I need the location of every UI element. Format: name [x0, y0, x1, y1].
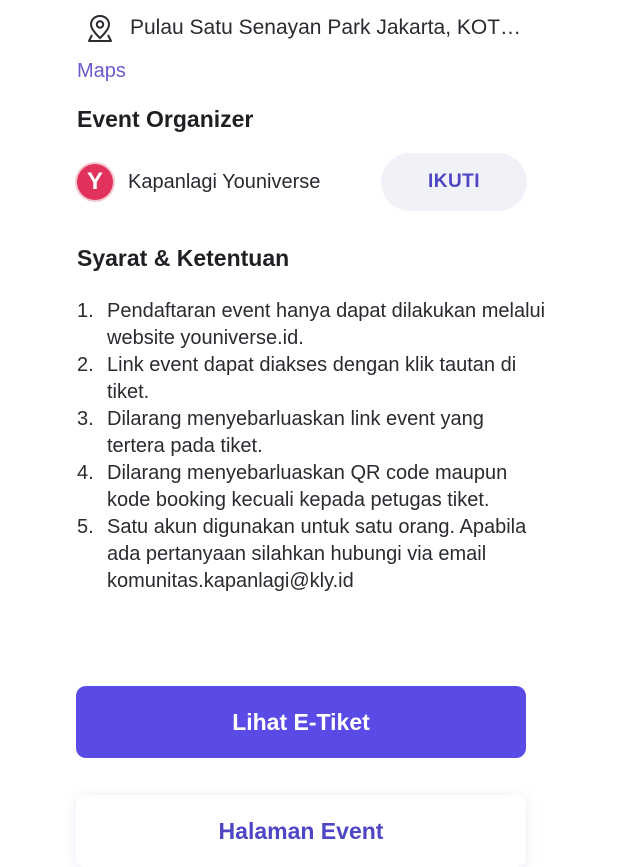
- location-row: [86, 12, 546, 44]
- term-number: 3.: [77, 408, 94, 430]
- view-eticket-button[interactable]: Lihat E-Tiket: [76, 686, 526, 758]
- maps-link[interactable]: Maps: [77, 60, 126, 82]
- term-text: Dilarang menyebarluaskan link event yang tertera pada tiket.: [107, 408, 484, 457]
- terms-section-title: Syarat & Ketentuan: [77, 245, 290, 271]
- map-pin-icon: [86, 13, 114, 43]
- organizer-row: [77, 153, 527, 211]
- term-number: 4.: [77, 462, 94, 484]
- location-address: Pulau Satu Senayan Park Jakarta, KOT…: [130, 16, 522, 39]
- term-text: Dilarang menyebarluaskan QR code maupun kode booking kecuali kepada petugas tiket.: [107, 462, 508, 511]
- term-text: Link event dapat diakses dengan klik tautan di tiket.: [107, 354, 517, 403]
- term-number: 2.: [77, 354, 94, 376]
- term-item: [77, 298, 547, 352]
- event-page-button[interactable]: Halaman Event: [76, 795, 526, 867]
- term-text: Satu akun digunakan untuk satu orang. Apabila ada pertanyaan silahkan hubungi via email komunitas.kapanlagi@kly.id: [107, 516, 527, 592]
- organizer-logo: Y: [77, 164, 113, 200]
- term-text: Pendaftaran event hanya dapat dilakukan melalui website youniverse.id.: [107, 300, 546, 349]
- term-item: [77, 514, 547, 595]
- term-item: [77, 406, 547, 460]
- organizer-section-title: Event Organizer: [77, 106, 254, 132]
- term-item: [77, 352, 547, 406]
- term-number: 1.: [77, 300, 94, 322]
- follow-button[interactable]: IKUTI: [381, 153, 527, 211]
- organizer-name[interactable]: Kapanlagi Youniverse: [128, 170, 321, 193]
- term-number: 5.: [77, 516, 94, 538]
- term-item: [77, 460, 547, 514]
- terms-list: [77, 298, 547, 595]
